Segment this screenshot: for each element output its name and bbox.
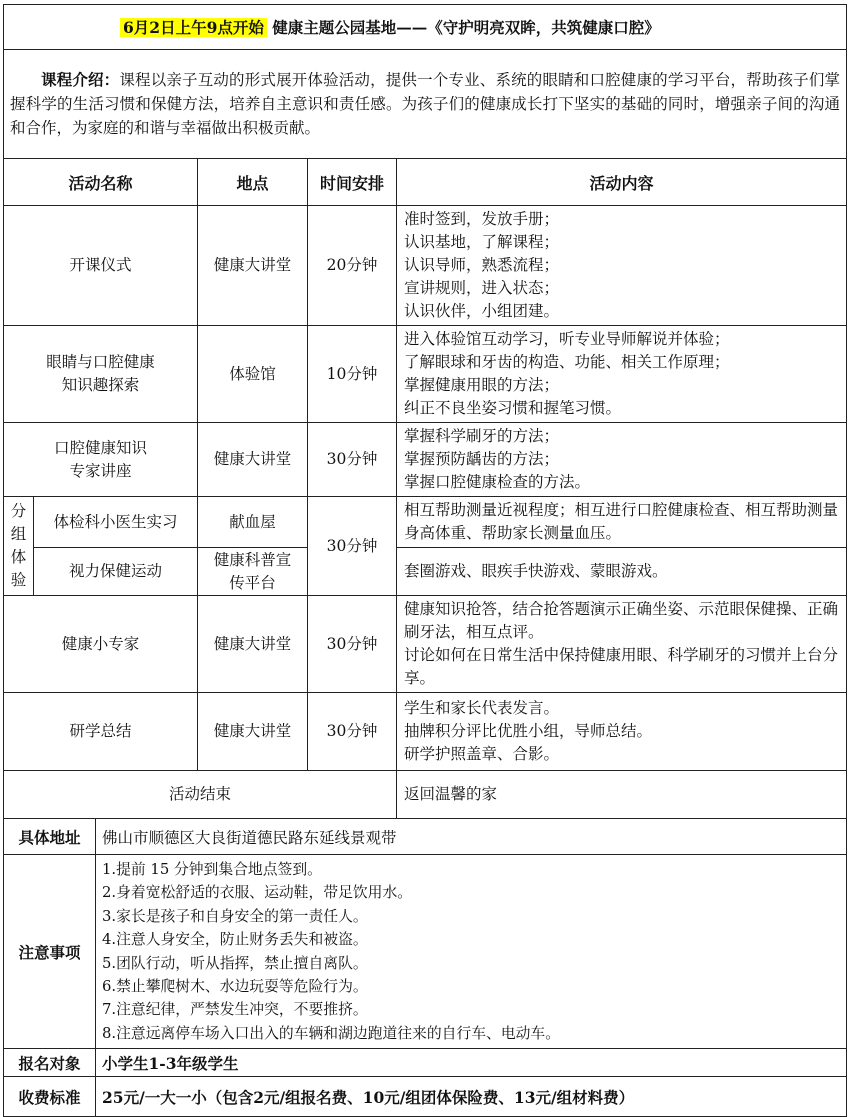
address-value: 佛山市顺德区大良街道德民路东延线景观带: [96, 819, 847, 855]
target-value: 小学生1-3年级学生: [96, 1049, 847, 1077]
title-row: [4, 5, 847, 50]
address-label: 具体地址: [4, 819, 96, 855]
activity-location: 体验馆: [198, 326, 308, 423]
table-row: [4, 206, 847, 326]
title-text: 健康主题公园基地——《守护明亮双眸，共筑健康口腔》: [266, 18, 660, 37]
activity-time: 30分钟: [308, 693, 397, 771]
activity-name-line: 眼睛与口腔健康: [46, 353, 155, 371]
activity-name: 体检科小医生实习: [34, 497, 198, 548]
activity-content: [397, 326, 847, 423]
activity-name: [4, 423, 198, 497]
note-item: 6.禁止攀爬树木、水边玩耍等危险行为。: [102, 978, 368, 996]
address-row: [4, 819, 847, 855]
activity-location: 献血屋: [198, 497, 308, 548]
note-item: 1.提前 15 分钟到集合地点签到。: [102, 861, 322, 878]
activity-name-line: 知识趣探索: [61, 376, 140, 394]
content-line: 掌握预防龋齿的方法；: [404, 450, 560, 468]
activity-name: 研学总结: [4, 693, 198, 771]
content-line: 认识基地，了解课程；: [404, 233, 560, 251]
activity-location: 健康大讲堂: [198, 693, 308, 771]
activity-location: 健康大讲堂: [198, 423, 308, 497]
content-line: 了解眼球和牙齿的构造、功能、相关工作原理；: [404, 353, 730, 371]
course-intro: [4, 50, 847, 159]
location-line: 传平台: [229, 573, 276, 592]
activity-time: 30分钟: [308, 596, 397, 693]
note-item: 8.注意远离停车场入口出入的车辆和湖边跑道往来的自行车、电动车。: [102, 1024, 561, 1042]
table-row: [4, 596, 847, 693]
table-row: [4, 693, 847, 771]
page-title: [4, 5, 847, 50]
activity-name: 开课仪式: [4, 206, 198, 326]
content-line: 纠正不良坐姿习惯和握笔习惯。: [404, 399, 622, 417]
group-label: [4, 497, 34, 596]
activity-end-content: 返回温馨的家: [397, 771, 847, 819]
fee-label: 收费标准: [4, 1077, 96, 1117]
activity-name-line: 口腔健康知识: [53, 438, 147, 457]
notes-list: [96, 855, 847, 1049]
location-line: 健康科普宣: [213, 550, 292, 569]
intro-row: [4, 50, 847, 159]
intro-label: 课程介绍：: [41, 70, 120, 89]
content-line: 学生和家长代表发言。: [404, 699, 560, 717]
note-item: 7.注意纪律，严禁发生冲突，不要推挤。: [102, 1001, 368, 1019]
fee-row: [4, 1077, 847, 1117]
activity-end-name: 活动结束: [4, 771, 397, 819]
header-time: 时间安排: [308, 159, 397, 206]
activity-time: 30分钟: [308, 423, 397, 497]
group-label-char: 分: [10, 502, 27, 520]
intro-text: 课程以亲子互动的形式展开体验活动，提供一个专业、系统的眼睛和口腔健康的学习平台，帮助孩子们掌握科学的生活习惯和保健方法，培养自主意识和责任感。为孩子们的健康成长打下坚实的基础的同时，增强亲子间的沟通和合作，为家庭的和谐与幸福做出积极贡献。: [10, 71, 841, 137]
table-row: [4, 548, 847, 596]
group-label-char: 体: [10, 548, 27, 566]
target-label: 报名对象: [4, 1049, 96, 1077]
content-line: 认识导师，熟悉流程；: [404, 256, 560, 274]
header-name: 活动名称: [4, 159, 198, 206]
activity-location: [198, 548, 308, 596]
activity-content: [397, 206, 847, 326]
table-row: [4, 497, 847, 548]
activity-content: 相互帮助测量近视程度；相互进行口腔健康检查、相互帮助测量身高体重、帮助家长测量血压。: [397, 497, 847, 548]
table-row: [4, 771, 847, 819]
target-row: [4, 1049, 847, 1077]
content-line: 准时签到，发放手册；: [404, 210, 560, 228]
note-item: 2.身着宽松舒适的衣服、运动鞋，带足饮用水。: [102, 884, 413, 902]
content-line: 抽牌积分评比优胜小组，导师总结。: [404, 722, 653, 740]
activity-content: [397, 693, 847, 771]
activity-content: 套圈游戏、眼疾手快游戏、蒙眼游戏。: [397, 548, 847, 596]
header-content: 活动内容: [397, 159, 847, 206]
header-location: 地点: [198, 159, 308, 206]
content-line: 进入体验馆互动学习，听专业导师解说并体验；: [404, 330, 730, 348]
title-highlight: 6月2日上午9点开始: [120, 18, 267, 37]
note-item: 5.团队行动，听从指挥，禁止擅自离队。: [102, 954, 368, 972]
note-item: 4.注意人身安全，防止财务丢失和被盗。: [102, 931, 368, 949]
content-line: 认识伙伴，小组团建。: [404, 302, 560, 320]
notes-label: 注意事项: [4, 855, 96, 1049]
activity-time: 30分钟: [308, 497, 397, 596]
content-line: 宣讲规则，进入状态；: [404, 279, 560, 297]
notes-row: [4, 855, 847, 1049]
content-line: 研学护照盖章、合影。: [404, 745, 560, 763]
table-row: [4, 423, 847, 497]
schedule-document: [3, 4, 846, 1117]
activity-time: 20分钟: [308, 206, 397, 326]
activity-content: [397, 596, 847, 693]
activity-location: 健康大讲堂: [198, 596, 308, 693]
note-item: 3.家长是孩子和自身安全的第一责任人。: [102, 907, 368, 925]
fee-value: 25元/一大一小（包含2元/组报名费、10元/组团体保险费、13元/组材料费）: [96, 1077, 847, 1117]
activity-name: [4, 326, 198, 423]
content-line: 掌握科学刷牙的方法；: [404, 427, 560, 445]
table-row: [4, 326, 847, 423]
activity-name-line: 专家讲座: [69, 461, 132, 480]
activity-location: 健康大讲堂: [198, 206, 308, 326]
header-row: [4, 159, 847, 206]
schedule-table: [3, 4, 847, 1117]
group-label-char: 验: [10, 571, 27, 589]
content-line: 健康知识抢答，结合抢答题演示正确坐姿、示范眼保健操、正确刷牙法，相互点评。: [404, 600, 839, 641]
activity-name: 健康小专家: [4, 596, 198, 693]
content-line: 掌握口腔健康检查的方法。: [404, 473, 591, 491]
activity-content: [397, 423, 847, 497]
content-line: 讨论如何在日常生活中保持健康用眼、科学刷牙的习惯并上台分享。: [404, 646, 839, 687]
activity-name: 视力保健运动: [34, 548, 198, 596]
content-line: 掌握健康用眼的方法；: [404, 376, 560, 394]
group-label-char: 组: [10, 525, 27, 543]
activity-time: 10分钟: [308, 326, 397, 423]
